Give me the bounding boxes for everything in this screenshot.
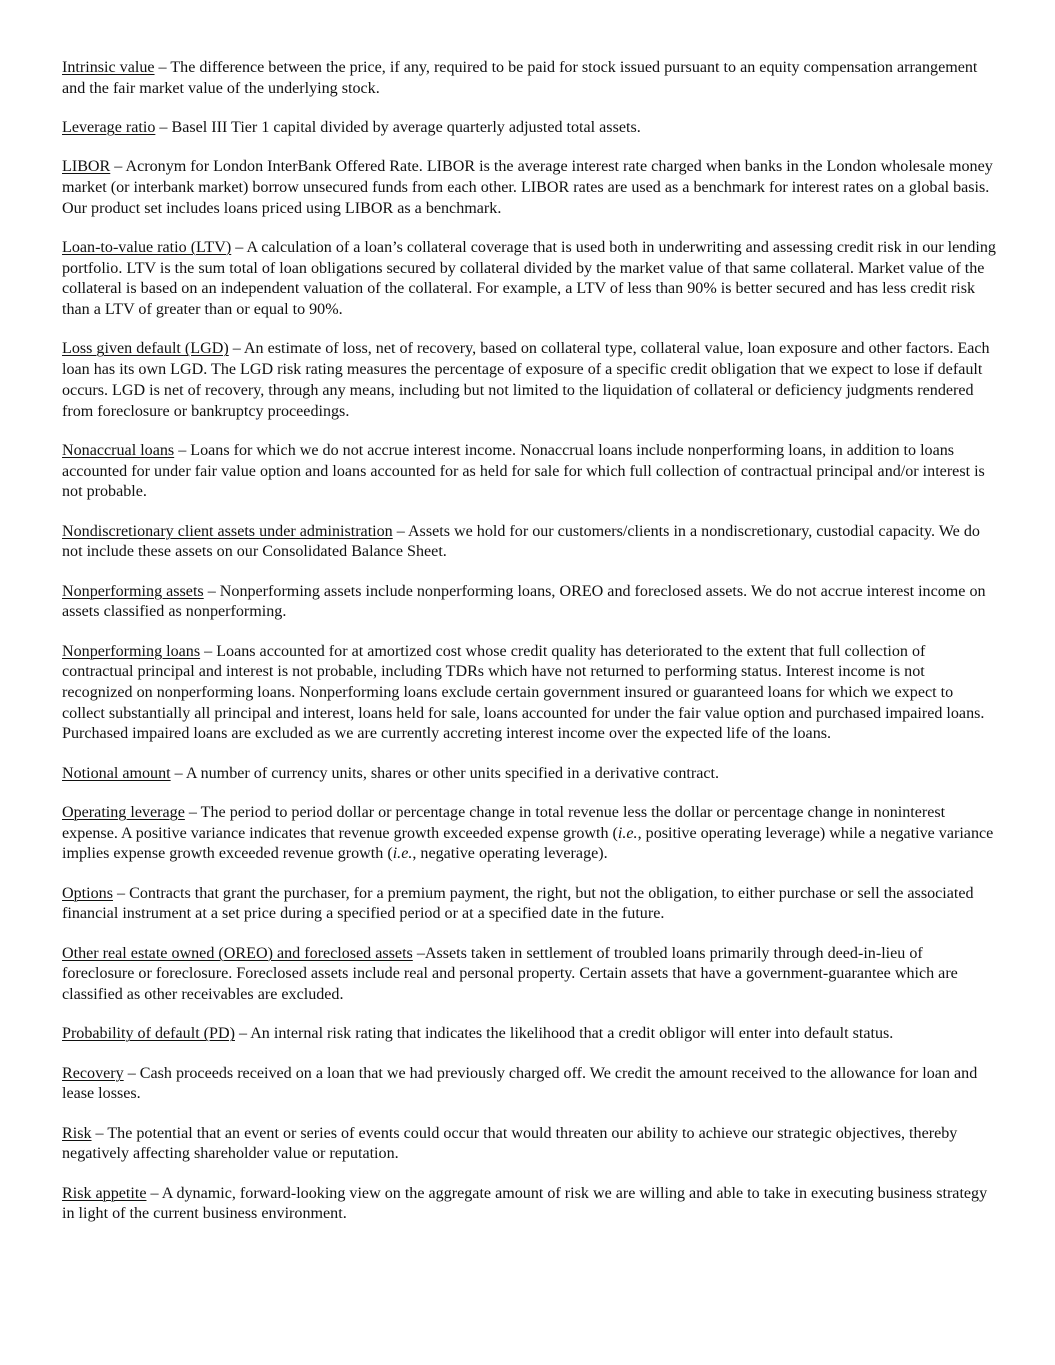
glossary-definition: – A calculation of a loan’s collateral coverage that is used both in underwriting and assessing credit risk in our lending portfolio. LTV is the sum total of loan obligations secured by collateral divided by the market value of that same collateral. Market value of the collateral is based on an independent valuation of the collateral. For example, a LTV of less than 90% is better secured and has less credit risk than a LTV of greater than or equal to 90%.	[62, 239, 996, 319]
glossary-term: Nonperforming loans	[62, 642, 201, 660]
glossary-entry-oreo	[62, 944, 996, 1006]
glossary-entry-nonperforming-assets	[62, 582, 996, 623]
glossary-entry-notional-amount	[62, 764, 996, 785]
glossary-definition: – The difference between the price, if any, required to be paid for stock issued pursuant to an equity compensation arrangement and the fair market value of the underlying stock.	[62, 59, 978, 97]
glossary-definition: – Loans for which we do not accrue interest income. Nonaccrual loans include nonperforming loans, in addition to loans accounted for under fair value option and loans accounted for as held for sale for which full collection of contractual principal and/or interest is not probable.	[62, 441, 985, 501]
glossary-term: Notional amount	[62, 764, 171, 782]
glossary-definition: – Basel III Tier 1 capital divided by average quarterly adjusted total assets.	[155, 119, 641, 136]
glossary-entry-libor	[62, 157, 996, 219]
glossary-entry-ltv	[62, 238, 996, 321]
glossary-definition: – A dynamic, forward-looking view on the aggregate amount of risk we are willing and able to take in executing business strategy in light of the current business environment.	[62, 1184, 988, 1223]
glossary-definition: – The period to period dollar or percentage change in total revenue less the dollar or percentage change in noninterest expense. A positive variance indicates that revenue growth exceeded expense growth (	[62, 803, 946, 842]
glossary-entry-probability-of-default	[62, 1024, 996, 1045]
glossary-term: Probability of default (PD)	[62, 1025, 235, 1043]
glossary-definition: – An internal risk rating that indicates the likelihood that a credit obligor will enter into default status.	[234, 1025, 894, 1043]
glossary-entry-leverage-ratio	[62, 118, 996, 139]
glossary-entry-nondiscretionary-client-assets	[62, 522, 996, 563]
glossary-term: Intrinsic value	[62, 59, 155, 76]
glossary-entry-risk-appetite	[62, 1184, 996, 1225]
glossary-entry-lgd	[62, 339, 996, 422]
glossary-entry-operating-leverage	[62, 803, 996, 865]
glossary-term: Recovery	[62, 1064, 124, 1082]
glossary-definition: – Acronym for London InterBank Offered Rate. LIBOR is the average interest rate charged when banks in the London wholesale money market (or interbank market) borrow unsecured funds from each other. LIBOR rates are used as a benchmark for interest rates on a global basis. Our product set includes loans priced using LIBOR as a benchmark.	[62, 158, 993, 217]
glossary-definition: –Assets taken in settlement of troubled loans primarily through deed-in-lieu of foreclosure or foreclosure. Foreclosed assets include real and personal property. Certain assets that have a government-guarantee which are classified as other receivables are excluded.	[62, 944, 958, 1004]
glossary-term: Operating leverage	[62, 803, 185, 821]
glossary-term: Risk appetite	[62, 1184, 147, 1202]
glossary-definition: – A number of currency units, shares or other units specified in a derivative contract.	[170, 764, 719, 782]
glossary-term: Nonaccrual loans	[62, 441, 175, 459]
glossary-definition: – Nonperforming assets include nonperforming loans, OREO and foreclosed assets. We do not accrue interest income on assets classified as nonperforming.	[62, 582, 986, 621]
glossary-term: Loss given default (LGD)	[62, 340, 229, 358]
glossary-term: Loan-to-value ratio (LTV)	[62, 239, 232, 256]
glossary-term: Options	[62, 884, 113, 902]
glossary-definition: – Assets we hold for our customers/clients in a nondiscretionary, custodial capacity. We do not include these assets on our Consolidated Balance Sheet.	[62, 522, 980, 561]
glossary-definition-italic: i.e.	[617, 824, 638, 842]
glossary-definition-italic: i.e.	[392, 845, 413, 863]
glossary-entry-options	[62, 884, 996, 925]
glossary-term: LIBOR	[62, 158, 111, 176]
glossary-definition: – Contracts that grant the purchaser, for a premium payment, the right, but not the obligation, to either purchase or sell the associated financial instrument at a set price during a specified period or at a specified date in the future.	[62, 884, 974, 923]
glossary-definition: – Loans accounted for at amortized cost whose credit quality has deteriorated to the extent that full collection of contractual principal and interest is not probable, including TDRs which have not returned to performing status. Interest income is not recognized on nonperforming loans. Nonperforming loans exclude certain government insured or guaranteed loans for which we expect to collect substantially all principal and interest, loans held for sale, loans accounted for under the fair value option and purchased impaired loans. Purchased impaired loans are excluded as we are currently accreting interest income over the expected life of the loans.	[62, 642, 985, 743]
glossary-term: Leverage ratio	[62, 119, 156, 136]
glossary-entry-intrinsic-value	[62, 58, 996, 99]
glossary-term: Other real estate owned (OREO) and foreclosed assets	[62, 944, 413, 962]
glossary-term: Nondiscretionary client assets under administration	[62, 522, 393, 540]
glossary-entry-recovery	[62, 1064, 996, 1105]
glossary-entry-nonaccrual-loans	[62, 441, 996, 503]
glossary-definition: – An estimate of loss, net of recovery, based on collateral type, collateral value, loan exposure and other factors. Each loan has its own LGD. The LGD risk rating measures the percentage of exposure of a specific credit obligation that we expect to lose if default occurs. LGD is net of recovery, through any means, including but not limited to the liquidation of collateral or deficiency judgments rendered from foreclosure or bankruptcy proceedings.	[62, 340, 990, 420]
glossary-definition: , positive operating leverage) while a negative variance implies expense growth exceeded revenue growth (	[62, 824, 994, 863]
glossary-page	[62, 58, 996, 1244]
glossary-definition: , negative operating leverage).	[412, 845, 608, 863]
glossary-definition: – Cash proceeds received on a loan that we had previously charged off. We credit the amount received to the allowance for loan and lease losses.	[62, 1064, 978, 1103]
glossary-term: Risk	[62, 1124, 92, 1142]
glossary-entry-risk	[62, 1124, 996, 1165]
glossary-entry-nonperforming-loans	[62, 642, 996, 746]
glossary-term: Nonperforming assets	[62, 582, 204, 600]
glossary-definition: – The potential that an event or series of events could occur that would threaten our ability to achieve our strategic objectives, thereby negatively affecting shareholder value or reputation.	[62, 1124, 958, 1163]
